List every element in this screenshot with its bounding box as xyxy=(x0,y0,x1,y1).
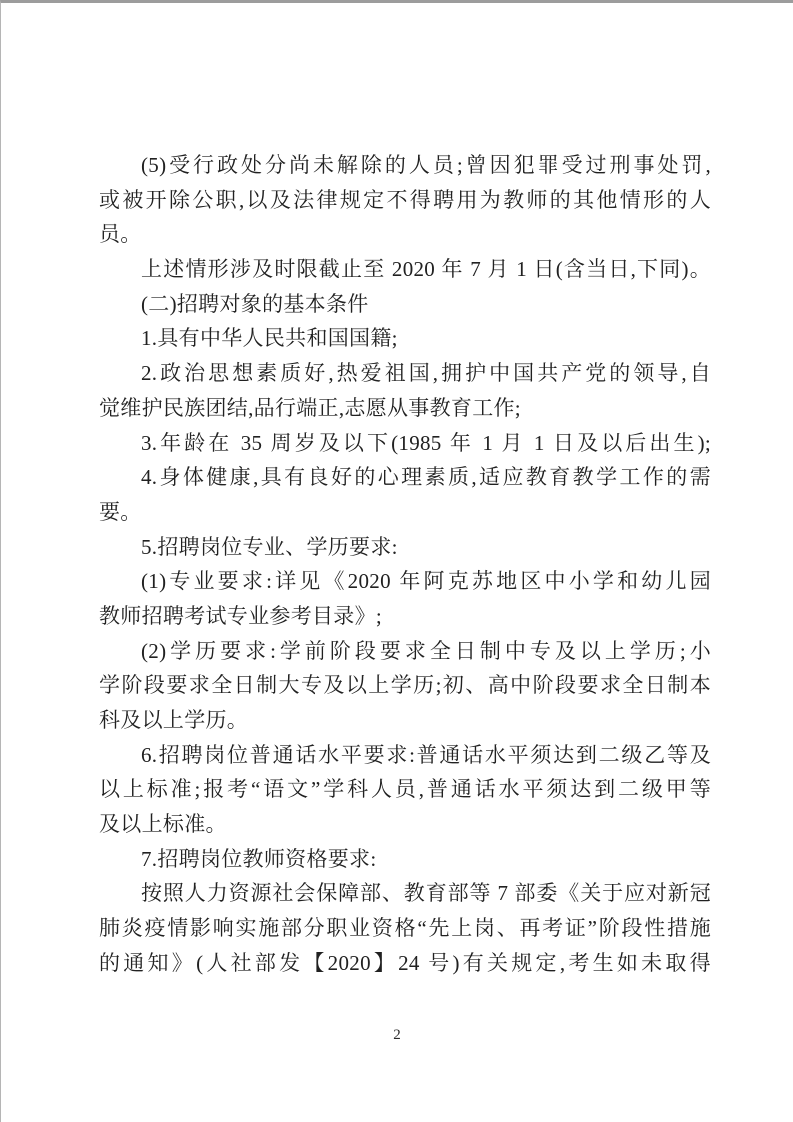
text-line: 4.身体健康,具有良好的心理素质,适应教育教学工作的需 xyxy=(141,465,711,490)
document-text-block xyxy=(99,148,711,981)
text-line: 员。 xyxy=(99,222,142,247)
text-line: 7.招聘岗位教师资格要求: xyxy=(141,846,377,871)
page-number: 2 xyxy=(393,1027,401,1043)
text-line: (1)专业要求:详见《2020 年阿克苏地区中小学和幼儿园 xyxy=(141,569,711,594)
text-line: 按照人力资源社会保障部、教育部等 7 部委《关于应对新冠 xyxy=(141,881,711,906)
text-line: 6.招聘岗位普通话水平要求:普通话水平须达到二级乙等及 xyxy=(141,742,711,767)
text-line: (2)学历要求:学前阶段要求全日制中专及以上学历;小 xyxy=(141,638,711,663)
text-line: 的通知》(人社部发【2020】24 号)有关规定,考生如未取得 xyxy=(99,950,711,975)
text-line: 及以上标准。 xyxy=(99,812,227,837)
text-line: 教师招聘考试专业参考目录》; xyxy=(99,603,383,628)
text-line: (5)受行政处分尚未解除的人员;曾因犯罪受过刑事处罚, xyxy=(141,153,711,177)
text-line: 科及以上学历。 xyxy=(99,708,249,732)
text-line: 要。 xyxy=(99,499,142,524)
text-line: 肺炎疫情影响实施部分职业资格“先上岗、再考证”阶段性措施 xyxy=(99,916,711,941)
section-heading: (二)招聘对象的基本条件 xyxy=(141,291,369,316)
text-line: 2.政治思想素质好,热爱祖国,拥护中国共产党的领导,自 xyxy=(141,361,711,386)
text-line: 觉维护民族团结,品行端正,志愿从事教育工作; xyxy=(99,395,521,420)
text-line: 5.招聘岗位专业、学历要求: xyxy=(141,534,398,559)
text-line: 上述情形涉及时限截止至 2020 年 7 月 1 日(含当日,下同)。 xyxy=(141,257,711,282)
text-line: 以上标准;报考“语文”学科人员,普通话水平须达到二级甲等 xyxy=(99,777,711,802)
text-line: 1.具有中华人民共和国国籍; xyxy=(141,326,398,351)
text-line: 3.年龄在 35 周岁及以下(1985 年 1 月 1 日及以后出生); xyxy=(141,430,711,455)
text-line: 或被开除公职,以及法律规定不得聘用为教师的其他情形的人 xyxy=(99,187,711,212)
text-line: 学阶段要求全日制大专及以上学历;初、高中阶段要求全日制本 xyxy=(99,673,711,698)
